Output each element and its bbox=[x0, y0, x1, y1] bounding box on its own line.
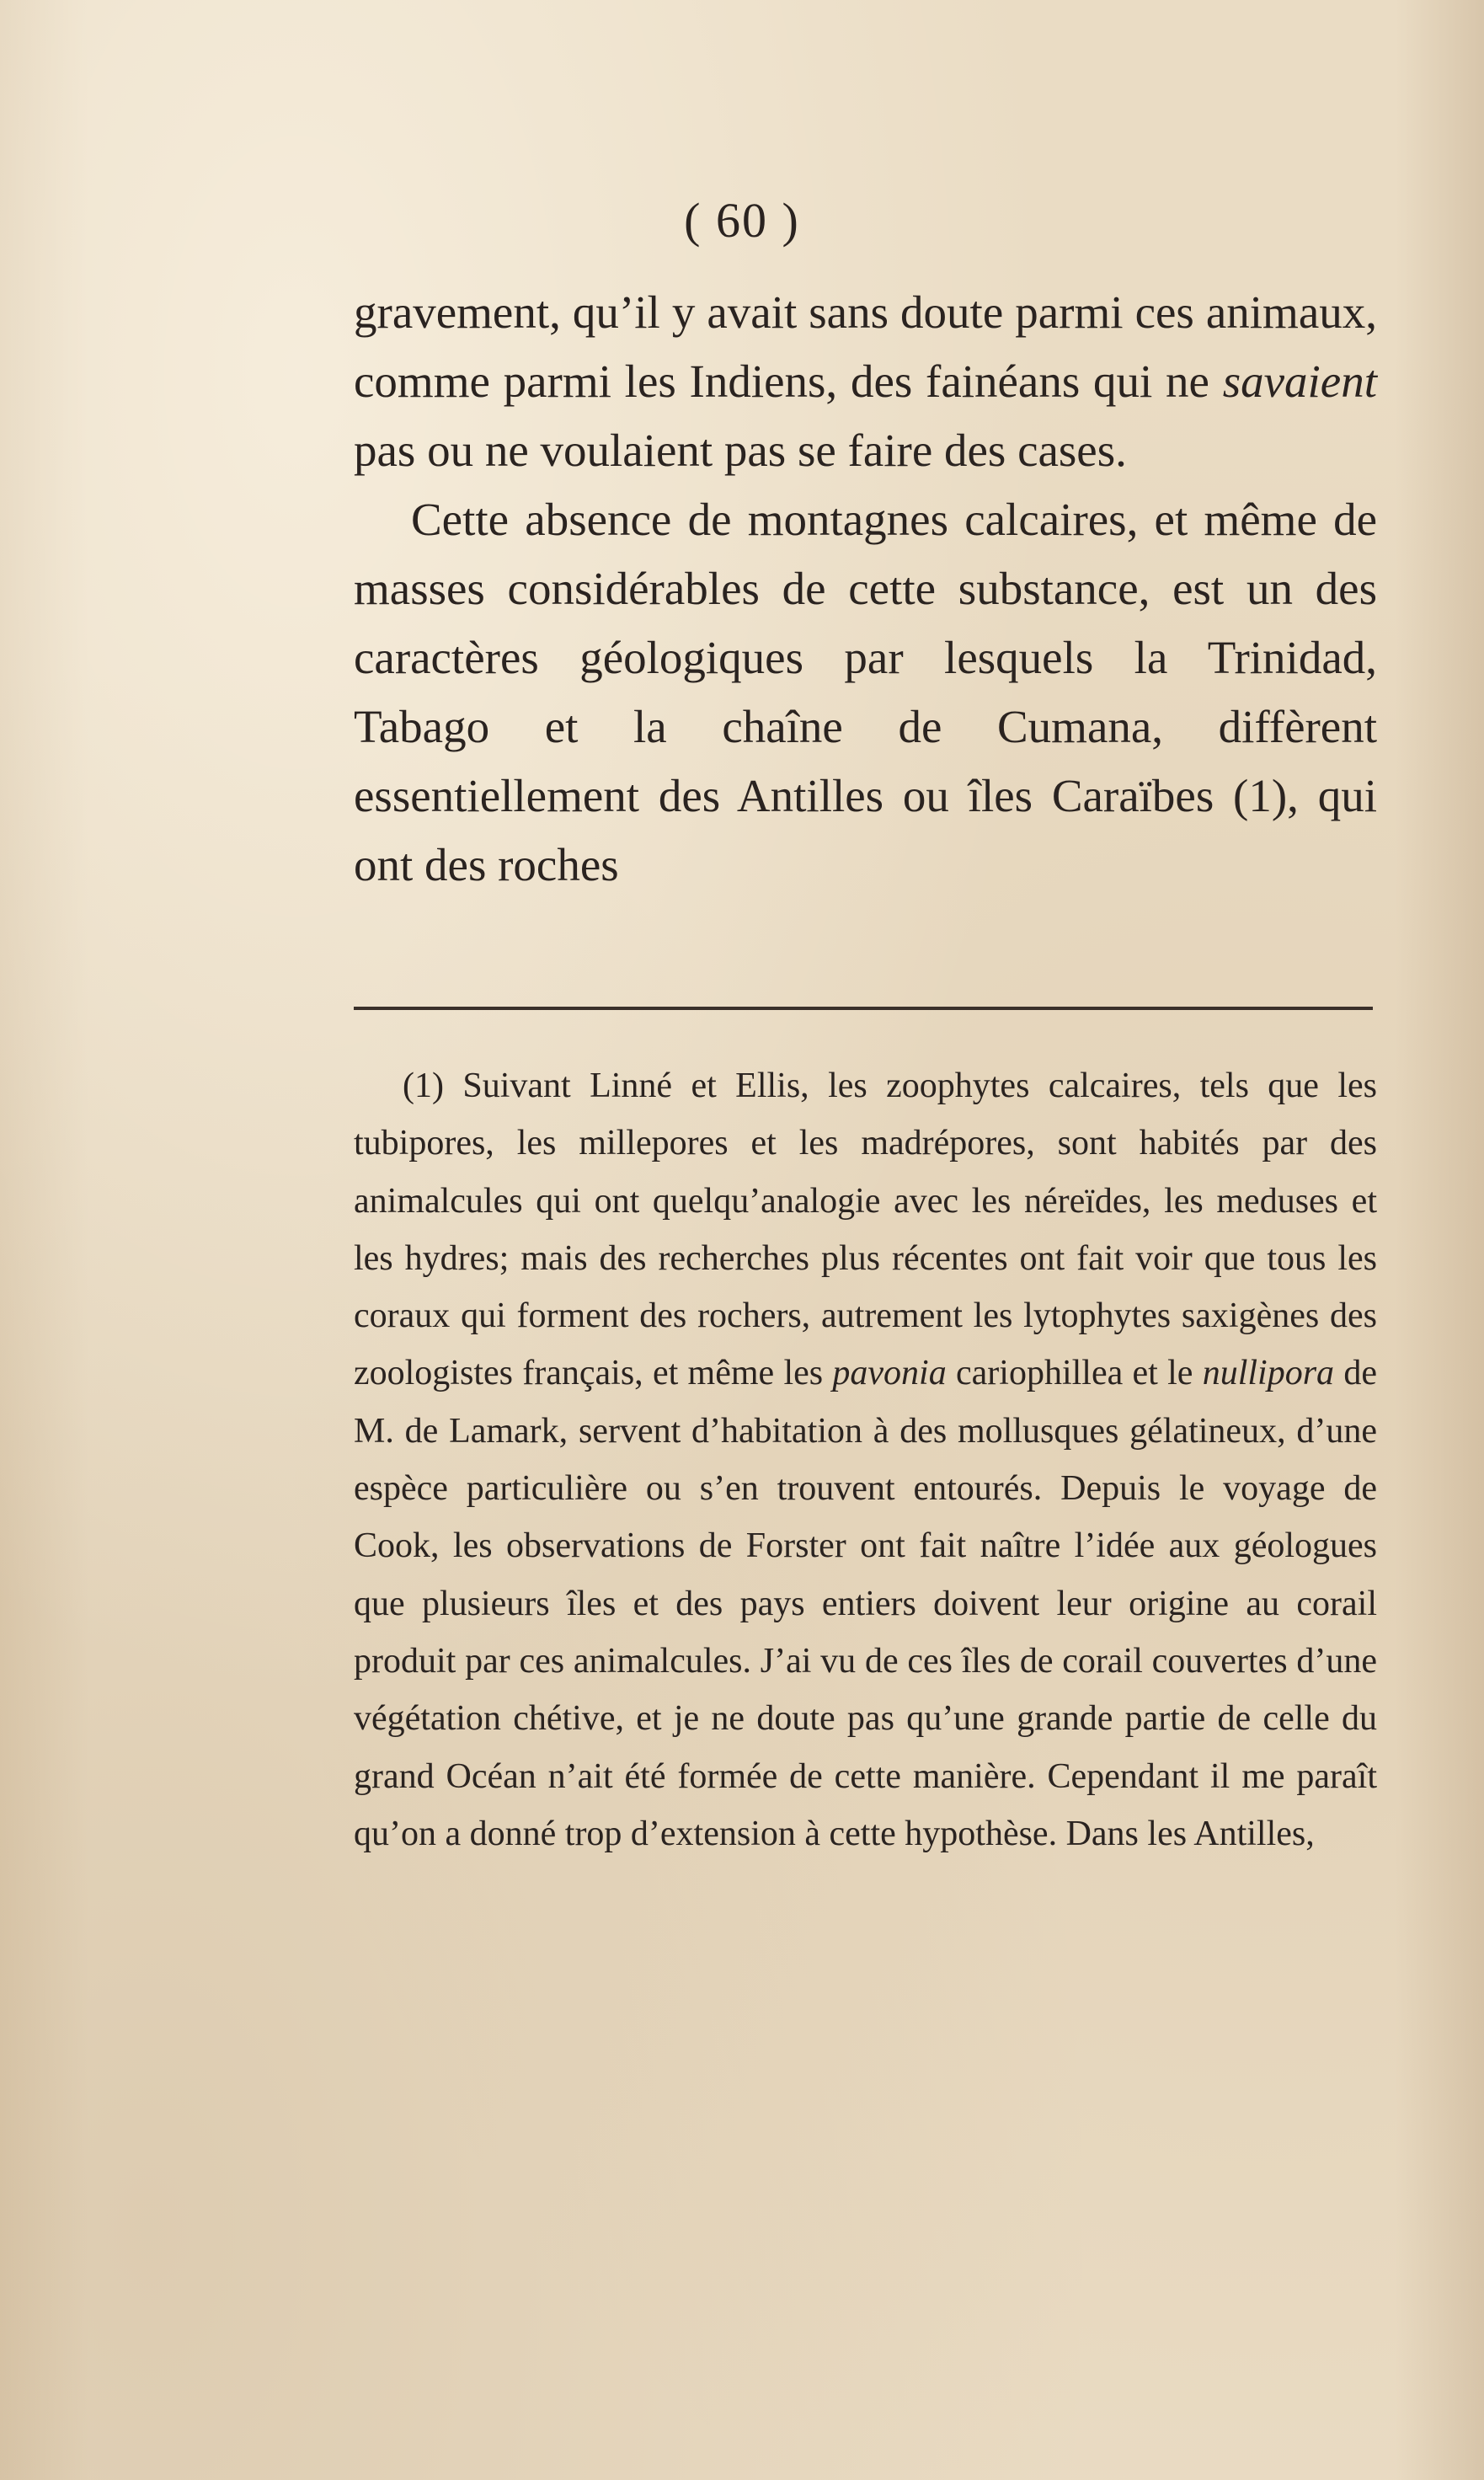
paragraph-2: Cette absence de montagnes calcaires, et même de masses considérables de cette substance, est un des caractères géologiques par lesquels la Trinidad, Tabago et la chaîne de Cumana, diffèrent essentiellement des Antilles ou îles Caraïbes (1), qui ont des roches bbox=[354, 494, 1377, 890]
footnote bbox=[354, 1057, 1377, 1863]
footnote-text-a: (1) Suivant Linné et Ellis, les zoophytes calcaires, tels que les tubipores, les millepores et les madrépores, sont habités par des animalcules qui ont quelqu’analogie avec les néreïdes, les meduses et les hydres; mais des recherches plus récentes ont fait voir que tous les coraux qui forment des rochers, autrement les lytophytes saxigènes des zoologistes français, et même les bbox=[354, 1066, 1377, 1393]
footnote-text-b: cariophillea et le bbox=[946, 1354, 1203, 1393]
paragraph-1-text-a: gravement, qu’il y avait sans doute parmi ces animaux, comme parmi les Indiens, des fainéans qui ne bbox=[354, 286, 1377, 407]
footnote-paragraph bbox=[354, 1057, 1377, 1863]
paragraph-continuation bbox=[354, 278, 1377, 485]
footnote-separator-rule bbox=[354, 1007, 1373, 1010]
footnote-text-c: de M. de Lamark, servent d’habitation à des mollusques gélatineux, d’une espèce particulière ou s’en trouvent entourés. Depuis le voyage de Cook, les observations de Forster ont fait naître l’idée aux géologues que plusieurs îles et des pays entiers doivent leur origine au corail produit par ces animalcules. J’ai vu de ces îles de corail couvertes d’une végétation chétive, et je ne doute pas qu’une grande partie de celle du grand Océan n’ait été formée de cette manière. Cependant il me paraît qu’on a donné trop d’extension à cette hypothèse. Dans les Antilles, bbox=[354, 1354, 1377, 1853]
page-number: ( 60 ) bbox=[684, 193, 800, 248]
paragraph-1-text-b: pas ou ne voulaient pas se faire des cases. bbox=[354, 425, 1127, 476]
footnote-italic-pavonia: pavonia bbox=[832, 1354, 947, 1393]
footnote-italic-nullipora: nullipora bbox=[1202, 1354, 1335, 1393]
paragraph-1-italic: savaient bbox=[1222, 355, 1377, 407]
main-text bbox=[354, 278, 1377, 900]
